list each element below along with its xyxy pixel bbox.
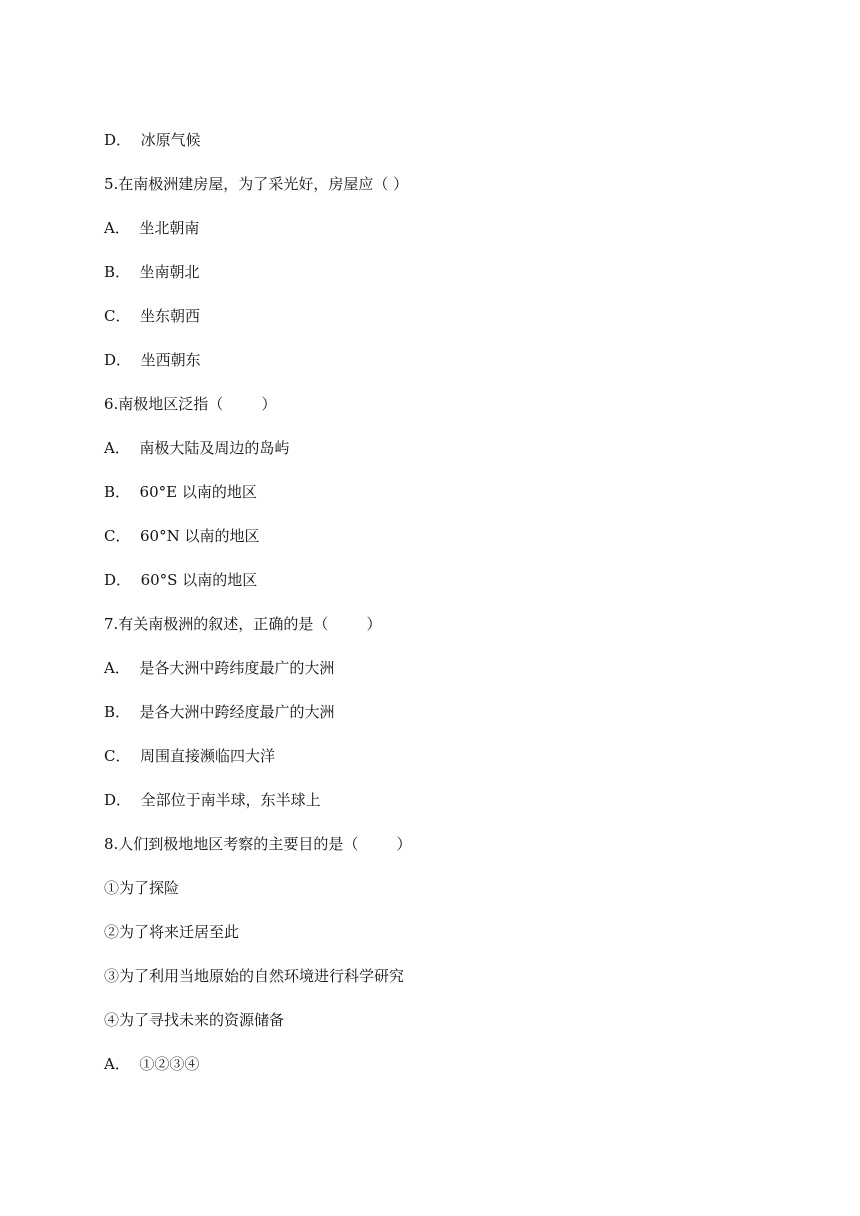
q8-option-a: A． ①②③④ [104,1055,200,1073]
q5-question: 5.在南极洲建房屋，为了采光好，房屋应（ ） [104,175,409,193]
q6-option-c: C． 60°N 以南的地区 [104,527,260,545]
q7-option-a: A． 是各大洲中跨纬度最广的大洲 [104,659,335,677]
q5-option-a: A． 坐北朝南 [104,219,200,237]
q7-option-b: B． 是各大洲中跨经度最广的大洲 [104,703,335,721]
q8-statement-3: ③为了利用当地原始的自然环境进行科学研究 [104,967,405,985]
q6-option-d: D． 60°S 以南的地区 [104,571,258,589]
q8-question: 8.人们到极地地区考察的主要目的是（ ） [104,835,412,853]
q8-statement-2: ②为了将来迁居至此 [104,923,240,941]
q7-option-c: C． 周围直接濒临四大洋 [104,747,276,765]
q4-option-d: D． 冰原气候 [104,131,201,149]
q8-statement-1: ①为了探险 [104,879,180,897]
q8-statement-4: ④为了寻找未来的资源储备 [104,1011,285,1029]
q6-option-b: B． 60°E 以南的地区 [104,483,257,501]
q5-option-b: B． 坐南朝北 [104,263,200,281]
q6-question: 6.南极地区泛指（ ） [104,395,277,413]
q7-option-d: D． 全部位于南半球，东半球上 [104,791,321,809]
q5-option-d: D． 坐西朝东 [104,351,201,369]
q6-option-a: A． 南极大陆及周边的岛屿 [104,439,290,457]
q5-option-c: C． 坐东朝西 [104,307,201,325]
q7-question: 7.有关南极洲的叙述，正确的是（ ） [104,615,382,633]
